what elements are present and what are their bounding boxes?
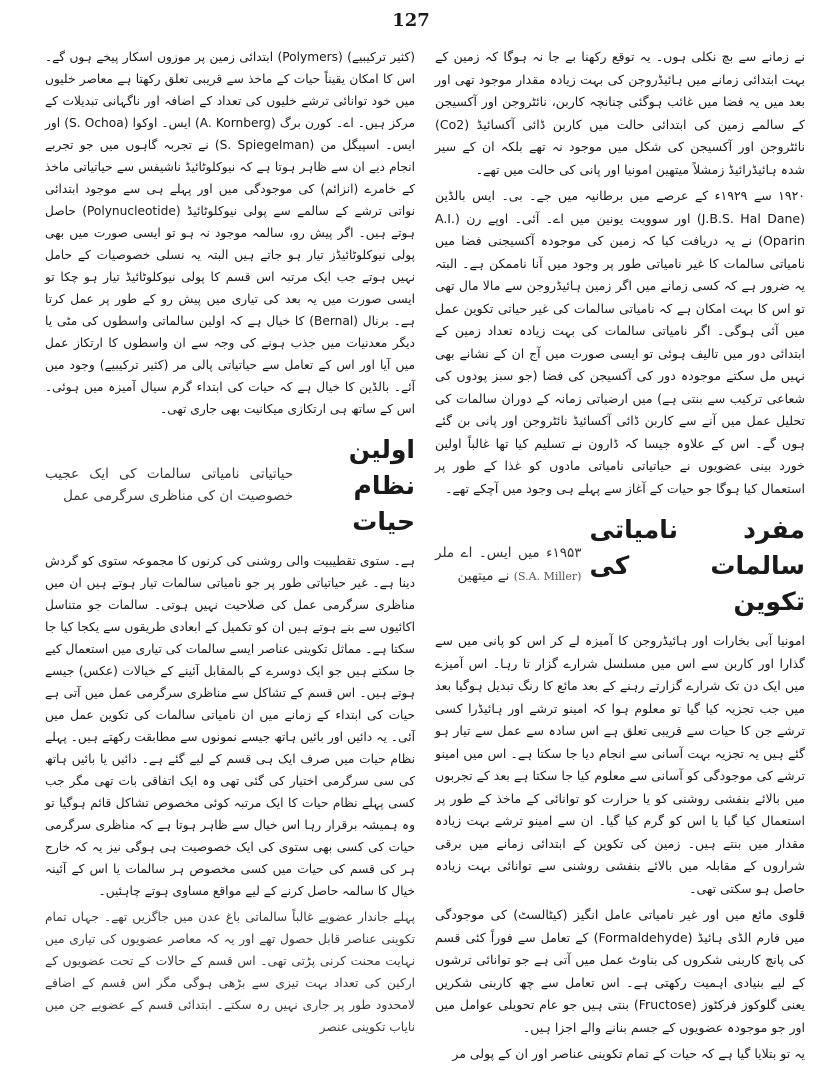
heading-note	[435, 542, 581, 588]
section-heading-row	[435, 504, 805, 626]
section-heading: مفرد نامیاتی سالمات کی تکوین	[589, 515, 805, 616]
section-heading: اولین نظام حیات	[348, 435, 415, 536]
paragraph: ۱۹۲۰ سے ۱۹۲۹ء کے عرصے میں برطانیہ میں جے۔ بی۔ ایس بالڈین (J.B.S. Hal Dane) اور سوویت یونین میں اے۔ آئی۔ اوپے رن (A.I. Oparin) نے یہ دریافت کیا کہ زمین کی موجودہ آکسیجنی فضا میں نامیاتی سالمات کا غیر نامیاتی طور پر وجود میں آنا ناممکن ہے۔ البتہ یہ ضرور ہے کہ کسی زمانے میں اگر زمین ہائیڈروجن سے مالا مال تھی تو اس کا بہت امکان ہے کہ نامیاتی سالمات کی غیر حیاتی تکوین عمل میں آئی ہوگی۔ اگر نامیاتی سالمات کی بہت زیادہ تعداد زمین کے ابتدائی دور میں تالیف ہوئی تو ایسی صورت میں آج ان کے نشانے بھی نہیں مل سکتے موجودہ دور کی آکسیجن کی فضا (جو سبز پودوں کی شعاعی ترکیب سے بنتی ہے) میں ارضیاتی زمانہ کے دوران سالمات کی تحلیل عمل میں آنے سے کاربن ڈائی آکسائیڈ نائٹروجن اور پانی بن گئے ہوں گے۔ اس کے علاوہ جیسا کہ ڈارون نے تسلیم کیا تھا غالباً اولین خورد بینی عضویوں نے حیاتیاتی نامیاتی مادوں کو غذا کے طور پر استعمال کیا ہوگا جو حیات کے آغاز سے پہلے ہی وجود میں آچکے تھے۔	[435, 188, 805, 496]
left-column	[45, 46, 415, 1042]
paragraph: امونیا آبی بخارات اور ہائیڈروجن کا آمیزہ لے کر اس کو پانی میں سے گذارا اور کاربن سے اس میں مسلسل شرارے گزار تا رہا۔ اس آمیزے میں ایک دن تک شرارے گزارتے رہنے کے بعد مائع کا رنگ تبدیل ہوگیا بعد میں جب تجزیہ کیا گیا تو معلوم ہوا کہ امینو ترشے اور ہائیڈرا کسی ترشے جن کا حیات سے قریبی تعلق ہے اس سادہ سے عمل سے تیار ہو گئے ہیں یہ تجزیہ بہت آسانی سے انجام دیا جا سکتا ہے۔ اس میں امینو ترشے کی موجودگی کو آسانی سے معلوم کیا جا سکتا ہے بعد کے تجربوں میں بالائے بنفشی روشنی کو یا حرارت کو توانائی کے ماخذ کے طور پر استعمال کیا گیا یا اس کو گرم کیا گیا۔ ان سے امینو ترشے بہت زیادہ مقدار میں بنتے ہیں۔ زمین کی تکوین کے ابتدائی زمانے میں برقی شراروں کے مقابلہ میں بالائے بنفشی روشنی سے توانائی بہت زیادہ حاصل ہو سکتی تھی۔	[435, 633, 805, 896]
heading-note: حیاتیاتی نامیاتی سالمات کی ایک عجیب خصوصیت ان کی مناظری سرگرمی عمل	[45, 466, 294, 504]
heading-note-text: ۱۹۵۳ء میں ایس۔ اے ملر	[435, 545, 582, 561]
paragraph: قلوی مائع میں اور غیر نامیاتی عامل انگیز (کیٹالسٹ) کی موجودگی میں فارم الڈی ہائیڈ (Formaldehyde) کے تعامل سے فوراً کئی قسم کی پانچ کاربنی شکروں کی بناوٹ عمل میں آتی ہے جو توانائی ترشوں کے لیے بنیادی اہمیت رکھتی ہے۔ اس تعامل سے چھ کاربنی شکریں یعنی گلوکوز فرکٹوز (Fructose) بنتی ہیں جو عام تحویلی عوامل میں اور جو موجودہ عضویوں کے جسم بنانے والے اجزا ہیں۔	[435, 907, 806, 1035]
paragraph: ہے۔ ستوی تقطیبیت والی روشنی کی کرنوں کا مجموعہ ستوی کو گردش دینا ہے۔ غیر حیاتیاتی طور پر جو نامیاتی سالمات تیار ہوتے ہیں ان میں مناظری سرگرمی عمل کی صلاحیت نہیں ہوتی۔ سالمات جو متناسل اکائیوں سے بنے ہوتے ہیں ان کو تکمیل کے ابعادی طریقوں سے یکجا کیا جا سکتا ہے۔ مماثل تکوینی عناصر ایسے سالمات کی تیاری میں استعمال کیے جا سکتے ہیں جو ایک دوسرے کے بالمقابل آئینے کے خیالات (عکس) جیسے ہوتے ہیں۔ اس قسم کے تشاکل سے مناظری سرگرمی عمل میں آتی ہے حیات کی ابتداء کے زمانے میں ان نامیاتی سالمات کی تکوین عمل میں آئی۔ یہ دائیں اور بائیں ہاتھ جیسے نمونوں سے مطابقت رکھتے ہیں۔ پہلے نظام حیات میں صرف ایک ہی قسم کے لیے گئے ہے۔ دائیں یا بائیں ہاتھ کی سی سرگرمی اختیار کی گئی تھی وہ ایک اتفاقی بات تھی مگر جب کسی پہلے نظام حیات کا ایک مرتبہ کوئی مخصوص تشاکل قائم ہوگیا تو وہ ہمیشہ برقرار رہا اس خیال سے ظاہر ہوتا ہے کہ مناظری سرگرمی حیات کی کسی بھی ستوی کی ایک خصوصیت ہی ہوگی نیز یہ کہ خارج ہر کی قسم کی حیات میں کسی مخصوص ہر سالمات یا اس کے آئینہ خیال کا سالمہ حاصل کرنے کے لیے مواقع مساوی ہوتے چاہئیں۔	[45, 554, 415, 898]
page-number: 127	[392, 10, 430, 31]
paragraph: یہ تو بتلایا گیا ہے کہ حیات کے تمام تکوینی عناصر اور ان کے پولی مر	[452, 1046, 805, 1061]
heading-note-text-2: نے میتھین	[457, 567, 510, 584]
right-column	[435, 46, 805, 1070]
section-heading-row	[45, 424, 415, 546]
paragraph: نے زمانے سے بچ نکلی ہوں۔ یہ توقع رکھنا بے جا نہ ہوگا کہ زمین کے بہت ابتدائی زمانے میں ہائیڈروجن کی بہت زیادہ مقدار موجود تھی اور بعد میں یہ فضا میں غائب ہوگئی چنانچہ کاربن، نائٹروجن اور آکسیجن کے سالمے زمین کی ابتدائی حالت میں کاربن ڈائی آکسائیڈ (Co2) نائٹروجن اور آکسیجن کی شکل میں موجود نہ تھے بلکہ ان کے سیر شدہ ہائیڈرائیڈ زمشلاً میتھین امونیا اور پانی کی حالت میں تھے۔	[435, 49, 805, 177]
heading-note-latin: (S.A. Miller)	[513, 569, 582, 583]
paragraph: (کثیر ترکیبیے) (Polymers) ابتدائی زمین پر موزوں اسکار پیخے ہوں گے۔ اس کا امکان یقیناً حیات کے ماخذ سے قریبی تعلق رکھتا ہے معاصر خلیوں میں خود توانائی ترشے خلیوں کی تعداد کے اضافہ اور ناگہانی تبدیلات کے مرکز ہیں۔ اے۔ کورن برگ (A. Kornberg) ایس۔ اوکوا (S. Ochoa) اور ایس۔ اسپیگل من (S. Spiegelman) نے تجربہ گاہوں میں جو تجربے انجام دیے ان سے ظاہر ہوتا ہے کہ نیوکلوٹائیڈ ناشیفس سے حیاتیاتی ماخذ کے خامرے (انزائم) کی موجودگی میں اور پہلے ہی سے موجود ابتدائی نواتی ترشے کے سالمے سے پولی نیوکلوٹائیڈ (Polynucleotide) حاصل ہوتے ہیں۔ اگر پیش رو، سالمہ موجود نہ ہو تو ایسی صورت میں بھی پولی نیوکلوٹائیڈز تیار ہو جاتے ہیں البتہ یہ نسلی خصوصیات کے حامل نہیں ہوتے جب ایک مرتبہ اس قسم کا پولی نیوکلوٹائیڈ تیار ہو چکا تو ایسی صورت میں یہ بعد کی تیاری میں پیش رو کے طور پر عمل کرتا ہے۔ برنال (Bernal) کا خیال ہے کہ اولین سالماتی واسطوں کی مٹی یا دیگر معدنیات میں جذب ہونے کی وجہ سے ان واسطوں کا ارتکاز عمل میں آیا اور اس کے تعامل سے حیاتیاتی پالی مر (کثیر ترکیبیے) وجود میں آئے۔ بالڈین کا خیال ہے کہ حیات کی ابتداء گرم سیال آمیزہ میں ہوئی۔ اس کے ساتھ ہی ارتکازی میکانیت بھی جاری تھی۔	[45, 50, 415, 416]
paragraph: پہلے جاندار عضویے غالباً سالماتی باغ عدن میں جاگزیں تھے۔ جہاں تمام تکوینی عناصر قابل حصول تھے اور یہ کہ معاصر عضویوں کی تیاری میں نہایت محنت کرنی پڑتی تھی۔ اس قسم کے حالات کے تحت عضویوں کے ارکین کی تعداد بہت تیزی سے بڑھی ہوگی مگر اس قسم کے اضافے لامحدود طور پر جاری نہیں رہ سکتے۔ ابتدائی قسم کے عضویے جن میں نایاب تکوینی عنصر	[45, 910, 415, 1034]
